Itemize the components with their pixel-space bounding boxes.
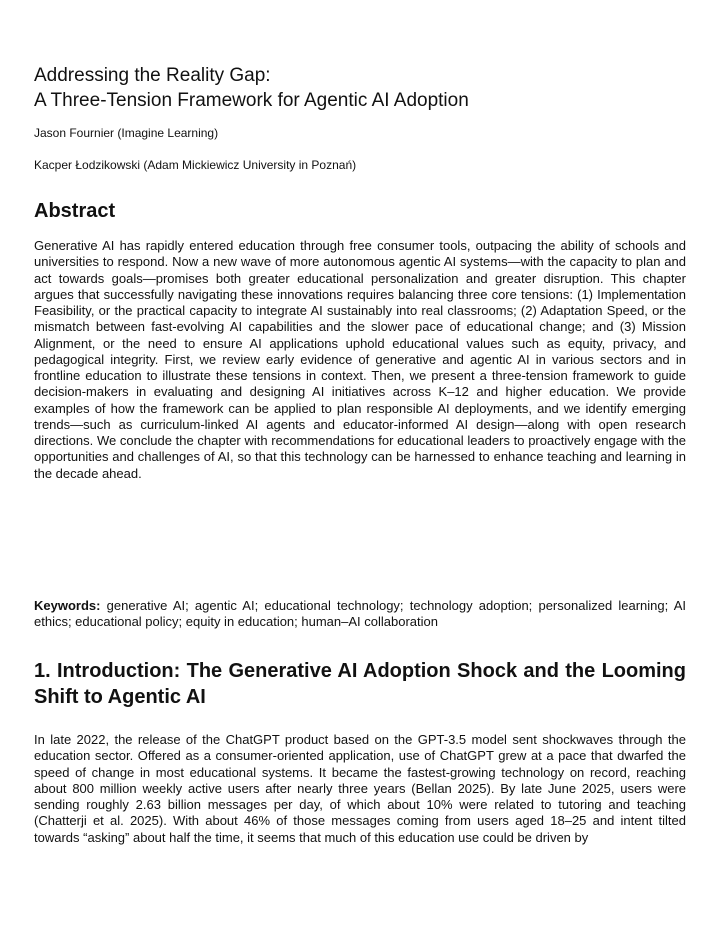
abstract-heading: Abstract bbox=[34, 200, 116, 222]
paper-title bbox=[34, 63, 686, 113]
title-line-1: Addressing the Reality Gap: bbox=[34, 65, 271, 86]
author-2: Kacper Łodzikowski (Adam Mickiewicz University in Poznań) bbox=[34, 158, 357, 172]
keywords-text: generative AI; agentic AI; educational technology; technology adoption; personalized learning; AI ethics; educational policy; equity in education; human–AI collaboration bbox=[34, 598, 686, 630]
keywords-label: Keywords: bbox=[34, 598, 101, 613]
section-1-heading: 1. Introduction: The Generative AI Adoption Shock and the Looming Shift to Agentic AI bbox=[34, 660, 686, 708]
section-1-text: In late 2022, the release of the ChatGPT product based on the GPT-3.5 model sent shockwaves through the education sector. Offered as a consumer-oriented application, use of ChatGPT grew at a pace that dwarfed the speed of change in most educational systems. It became the fastest-growing technology on record, reaching about 800 million weekly active users after nearly three years (Bellan 2025). By late June 2025, users were sending roughly 2.63 billion messages per day, of which about 10% were related to tutoring and teaching (Chatterji et al. 2025). With about 46% of those messages coming from users aged 18–25 and intent tilted towards “asking” about half the time, it seems that much of this education use could be driven by bbox=[34, 732, 686, 845]
abstract-text: Generative AI has rapidly entered education through free consumer tools, outpacing the ability of schools and universities to respond. Now a new wave of more autonomous agentic AI systems—with the capacity to plan and act towards goals—promises both greater educational personalization and greater disruption. This chapter argues that successfully navigating these innovations requires balancing three core tensions: (1) Implementation Feasibility, or the practical capacity to integrate AI sustainably into real classrooms; (2) Adaptation Speed, or the mismatch between fast-evolving AI capabilities and the slower pace of educational change; and (3) Mission Alignment, or the need to ensure AI applications uphold educational values such as equity, privacy, and pedagogical integrity. First, we review early evidence of generative and agentic AI in various sectors and in frontline education to illustrate these tensions in context. Then, we present a three-tension framework to guide decision-makers in evaluating and designing AI initiatives across K–12 and higher education. We provide examples of how the framework can be applied to plan responsible AI deployments, and we identify emerging trends—such as curriculum-linked AI agents and educator-informed AI design—along with open research directions. We conclude the chapter with recommendations for educational leaders to proactively engage with the opportunities and challenges of AI, so that this technology can be harnessed to enhance teaching and learning in the decade ahead. bbox=[34, 238, 686, 481]
author-1: Jason Fournier (Imagine Learning) bbox=[34, 126, 219, 140]
title-line-2: A Three-Tension Framework for Agentic AI Adoption bbox=[34, 90, 469, 111]
keywords bbox=[34, 598, 686, 631]
